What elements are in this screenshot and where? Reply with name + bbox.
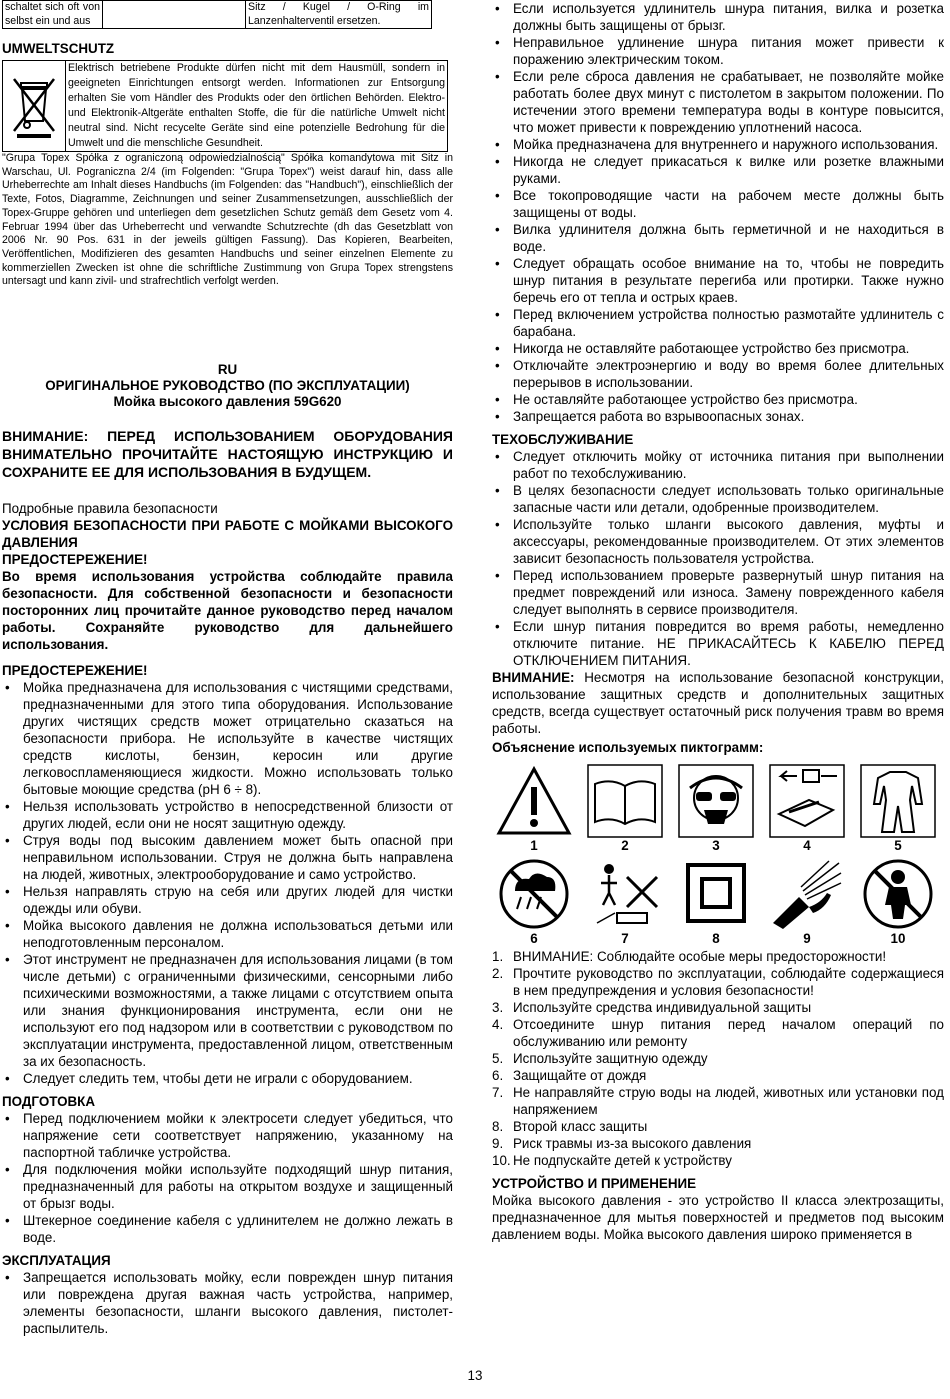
pictogram-number: 4 — [803, 838, 811, 853]
protect-from-rain-icon — [496, 857, 572, 931]
list-item: • Если реле сброса давления не срабатывает, не позволяйте мойке работать более двух минут с пистолетом в закрытом положении. По истечении этого времени температура воды в контуре повысится, что может привести к повреждению уплотнений насоса. — [492, 68, 944, 136]
umwelt-heading: UMWELTSCHUTZ — [2, 41, 115, 56]
list-item: 3. Используйте средства индивидуальной защиты — [492, 1000, 812, 1015]
list-item: 2. Прочтите руководство по эксплуатации, соблюдайте содержащиеся в нем предупреждения и условия безопасности! — [492, 966, 944, 998]
list-item: 1. ВНИМАНИЕ: Соблюдайте особые меры предосторожности! — [492, 949, 887, 964]
list-item: 9. Риск травмы из-за высокого давления — [492, 1136, 752, 1151]
list-item: • Если используется удлинитель шнура питания, вилка и розетка должны быть защищены от брызг. — [492, 0, 944, 34]
high-pressure-injury-icon — [769, 857, 845, 931]
list-item: • Не оставляйте работающее устройство без присмотра. — [492, 391, 944, 408]
list-item: 4. Отсоедините шнур питания перед началом операций по обслуживанию или ремонту — [492, 1017, 944, 1049]
list-item: • Следует отключить мойку от источника питания при выполнении работ по техобслуживанию. — [492, 448, 944, 482]
prep-heading: ПОДГОТОВКА — [2, 1094, 96, 1110]
pictogram-legend — [492, 948, 944, 1169]
pictogram-number: 6 — [530, 931, 538, 946]
language-code: RU — [217, 362, 238, 378]
device-heading: УСТРОЙСТВО И ПРИМЕНЕНИЕ — [492, 1176, 697, 1191]
umwelt-text: Elektrisch betriebene Produkte dürfen nicht mit dem Hausmüll, sondern in geeigneten Einrichtungen entsorgt werden. Informationen zur Entsorgung erhalten Sie vom Händler des Produkts oder den örtlichen Behörden. Elektro- und Elektronik-Altgeräte enthalten Stoffe, die für die natürliche Umwelt nicht neutral sind. Nicht recycelte Geräte sind eine potenzielle Bedrohung für die Umwelt und die menschliche Gesundheit. — [68, 62, 445, 149]
list-item: • Запрещается работа во взрывоопасных зонах. — [492, 408, 944, 425]
table-cell-problem: schaltet sich oft von selbst ein und aus — [3, 1, 103, 29]
table-cell-solution: Sitz / Kugel / O-Ring im Lanzenhalterventil ersetzen. — [246, 1, 432, 29]
operation-list-continued — [492, 0, 944, 425]
warning-label: ПРЕДОСТЕРЕЖЕНИЕ! — [2, 552, 148, 568]
maintenance-list — [492, 448, 944, 669]
list-item: 7. Не направляйте струю воды на людей, животных или установки под напряжением — [492, 1085, 944, 1117]
attention-notice: ВНИМАНИЕ: ПЕРЕД ИСПОЛЬЗОВАНИЕМ ОБОРУДОВАНИЯ ВНИМАТЕЛЬНО ПРОЧИТАЙТЕ НАСТОЯЩУЮ ИНСТРУКЦИЮ И СОХРАНИТЕ ЕЕ ДЛЯ ИСПОЛЬЗОВАНИЯ В БУДУЩЕМ. — [2, 428, 453, 481]
list-item: • Струя воды под высоким давлением может быть опасной при неправильном использовании. Струя не должна быть направлена на людей, животных, электрооборудование и само устройство. — [2, 832, 453, 883]
list-item: • Все токопроводящие части на рабочем месте должны быть защищены от воды. — [492, 187, 944, 221]
residual-risk-text: Несмотря на использование безопасной конструкции, использование защитных средств и дополнительных защитных средств, всегда существует остаточный риск получения травм во время работы. — [492, 670, 944, 736]
left-column — [2, 0, 453, 1337]
list-item: • Этот инструмент не предназначен для использования лицами (в том числе детьми) с ограниченными физическими, сенсорными либо психическими возможностями, а также лицами с отсутствием опыта или знания функционирования инструмента, если они не используют его под надзором или в соответствии с руководством по эксплуатации инструмента, предоставленной лицом, ответственным за их безопасность. — [2, 951, 453, 1070]
list-item: • Вилка удлинителя должна быть герметичной и не находиться в воде. — [492, 221, 944, 255]
safety-subtitle: Подробные правила безопасности — [2, 501, 218, 517]
list-item: • Запрещается использовать мойку, если поврежден шнур питания или повреждена другая важная часть устройства, например, элементы безопасности, шланги высокого давления, пистолет-распылитель. — [2, 1269, 453, 1337]
list-item: • Штекерное соединение кабеля с удлинителем не должно лежать в воде. — [2, 1212, 453, 1246]
list-item: • Если шнур питания повредится во время работы, немедленно отключите питание. НЕ ПРИКАСАЙТЕСЬ К КАБЕЛЮ ПЕРЕД ОТКЛЮЧЕНИЕМ ПИТАНИЯ. — [492, 618, 944, 669]
list-item: • Мойка предназначена для использования с чистящими средствами, предназначенными для этого типа оборудования. Использование других чистящих средств может отрицательно сказаться на безопасности прибора. Не используйте в качестве чистящих средств кислоты, бензин, керосин или другие легковоспламеняющиеся жидкости. Можно использовать только бытовые моющие средства (pH 6 ÷ 8). — [2, 679, 453, 798]
pictogram-number: 1 — [530, 838, 538, 853]
list-item: • Никогда не следует прикасаться к вилке или розетке влажными руками. — [492, 153, 944, 187]
page-number: 13 — [467, 1368, 483, 1383]
warning-label-2: ПРЕДОСТЕРЕЖЕНИЕ! — [2, 663, 148, 679]
keep-children-away-icon — [860, 857, 936, 931]
troubleshooting-table-fragment — [2, 0, 432, 29]
device-text: Мойка высокого давления - это устройство II класса электрозащиты, предназначенное для мытья поверхностей и предметов под высоким давлением воды. Мойка высокого давления широко применяется в — [492, 1193, 944, 1242]
list-item: • Следует следить тем, чтобы дети не играли с оборудованием. — [2, 1070, 453, 1087]
list-item: 6. Защищайте от дождя — [492, 1068, 647, 1083]
list-item: • Отключайте электроэнергию и воду во время более длительных перерывов в использовании. — [492, 357, 944, 391]
pictogram-number: 2 — [621, 838, 629, 853]
pictogram-row-2 — [496, 857, 936, 931]
list-item: • Мойка высокого давления не должна использоваться детьми или неподготовленным персоналом. — [2, 917, 453, 951]
list-item: • Неправильное удлинение шнура питания может привести к поражению электрическим током. — [492, 34, 944, 68]
class-ii-protection-icon — [678, 857, 754, 931]
protective-clothing-icon — [860, 764, 936, 838]
list-item: 10. Не подпускайте детей к устройству — [492, 1153, 732, 1168]
list-item: • Нельзя использовать устройство в непосредственной близости от других людей, если они не носят защитную одежду. — [2, 798, 453, 832]
safety-title: УСЛОВИЯ БЕЗОПАСНОСТИ ПРИ РАБОТЕ С МОЙКАМИ ВЫСОКОГО ДАВЛЕНИЯ — [2, 518, 453, 551]
residual-risk-note — [492, 669, 944, 737]
list-item: • Используйте только шланги высокого давления, муфты и аксессуары, рекомендованные производителем. От этих элементов зависит безопасность пользователя устройства. — [492, 516, 944, 567]
list-item: • Мойка предназначена для внутреннего и наружного использования. — [492, 136, 944, 153]
product-model: Мойка высокого давления 59G620 — [113, 394, 342, 410]
warning-label: ВНИМАНИЕ: — [492, 670, 575, 685]
list-item: • Перед подключением мойки к электросети следует убедиться, что напряжение сети соответствует напряжению, указанному на паспортной табличке устройства. — [2, 1110, 453, 1161]
list-item: • В целях безопасности следует использовать только оригинальные запасные части или детали, одобренные производителем. — [492, 482, 944, 516]
safety-list — [2, 679, 453, 1087]
manual-title: ОРИГИНАЛЬНОЕ РУКОВОДСТВО (ПО ЭКСПЛУАТАЦИИ) — [45, 378, 410, 394]
pictogram-number: 7 — [621, 931, 629, 946]
pictogram-row-1 — [496, 764, 936, 838]
pictogram-number: 3 — [712, 838, 720, 853]
pictogram-number: 8 — [712, 931, 720, 946]
list-item: • Перед использованием проверьте развернутый шнур питания на предмет повреждений или износа. Замену поврежденного кабеля следует выполнять в сервисе производителя. — [492, 567, 944, 618]
pictograms-heading: Объяснение используемых пиктограмм: — [492, 740, 764, 755]
copyright-notice: "Grupa Topex Spółka z ograniczoną odpowiedzialnością" Spółka komandytowa mit Sitz in Warschau, Ul. Pograniczna 2/4 (im Folgenden: "Grupa Topex") weist darauf hin, dass alle Urheberrechte am Inhalt dieses Handbuchs (im Folgenden: das "Handbuch"), einschließlich der Texte, Fotos, Diagramme, Zeichnungen und seiner Zusammensetzungen, ausschließlich der Topex-Gruppe gehören und unterliegen dem gesetzlichen Schutz gemäß dem Gesetz vom 4. Februar 1994 über das Urheberrecht und verwandte Schutzrechte (dh das Gesetzblatt von 2006 Nr. 90 Pos. 631 in der jeweils gültigen Fassung). Das Kopieren, Bearbeiten, Veröffentlichen, Modifizieren des gesamten Handbuchs und seiner einzelnen Elemente zu kommerziellen Zwecken ist ohne die schriftliche Zustimmung von Grupa Topex strengstens untersagt und kann zivil- und strafrechtlich verfolgt werden. — [2, 152, 453, 288]
list-item: • Нельзя направлять струю на себя или других людей для чистки одежды или обуви. — [2, 883, 453, 917]
table-cell-empty — [103, 1, 246, 29]
crossed-out-wheelie-bin-icon — [3, 61, 66, 151]
pictogram-number: 5 — [894, 838, 902, 853]
list-item: • Никогда не оставляйте работающее устройство без присмотра. — [492, 340, 944, 357]
list-item: 8. Второй класс защиты — [492, 1119, 648, 1134]
prep-list — [2, 1110, 453, 1246]
pictogram-number: 10 — [890, 931, 906, 946]
maintenance-heading: ТЕХОБСЛУЖИВАНИЕ — [492, 432, 634, 447]
pictogram-numbers-row-1 — [496, 838, 936, 853]
operation-heading: ЭКСПЛУАТАЦИЯ — [2, 1253, 111, 1269]
pictogram-number: 9 — [803, 931, 811, 946]
protective-equipment-icon — [678, 764, 754, 838]
warning-triangle-icon — [496, 764, 572, 838]
read-manual-icon — [587, 764, 663, 838]
list-item: 5. Используйте защитную одежду — [492, 1051, 708, 1066]
right-column — [492, 0, 944, 1243]
unplug-before-service-icon — [769, 764, 845, 838]
list-item: • Для подключения мойки используйте подходящий шнур питания, предназначенный для работы на открытом воздухе и защищенный от брызг воды. — [2, 1161, 453, 1212]
list-item: • Следует обращать особое внимание на то, чтобы не повредить шнур питания в результате перегиба или протирки. Также нужно беречь его от тепла и острых краев. — [492, 255, 944, 306]
list-item: • Перед включением устройства полностью размотайте удлинитель с барабана. — [492, 306, 944, 340]
umwelt-box — [2, 60, 448, 152]
safety-intro: Во время использования устройства соблюдайте правила безопасности. Для собственной безопасности и безопасности посторонних лиц прочитайте данное руководство перед началом работы. Сохраняйте руководство для дальнейшего использования. — [2, 569, 453, 653]
no-spray-at-people-icon — [587, 857, 663, 931]
pictogram-numbers-row-2 — [496, 931, 936, 946]
